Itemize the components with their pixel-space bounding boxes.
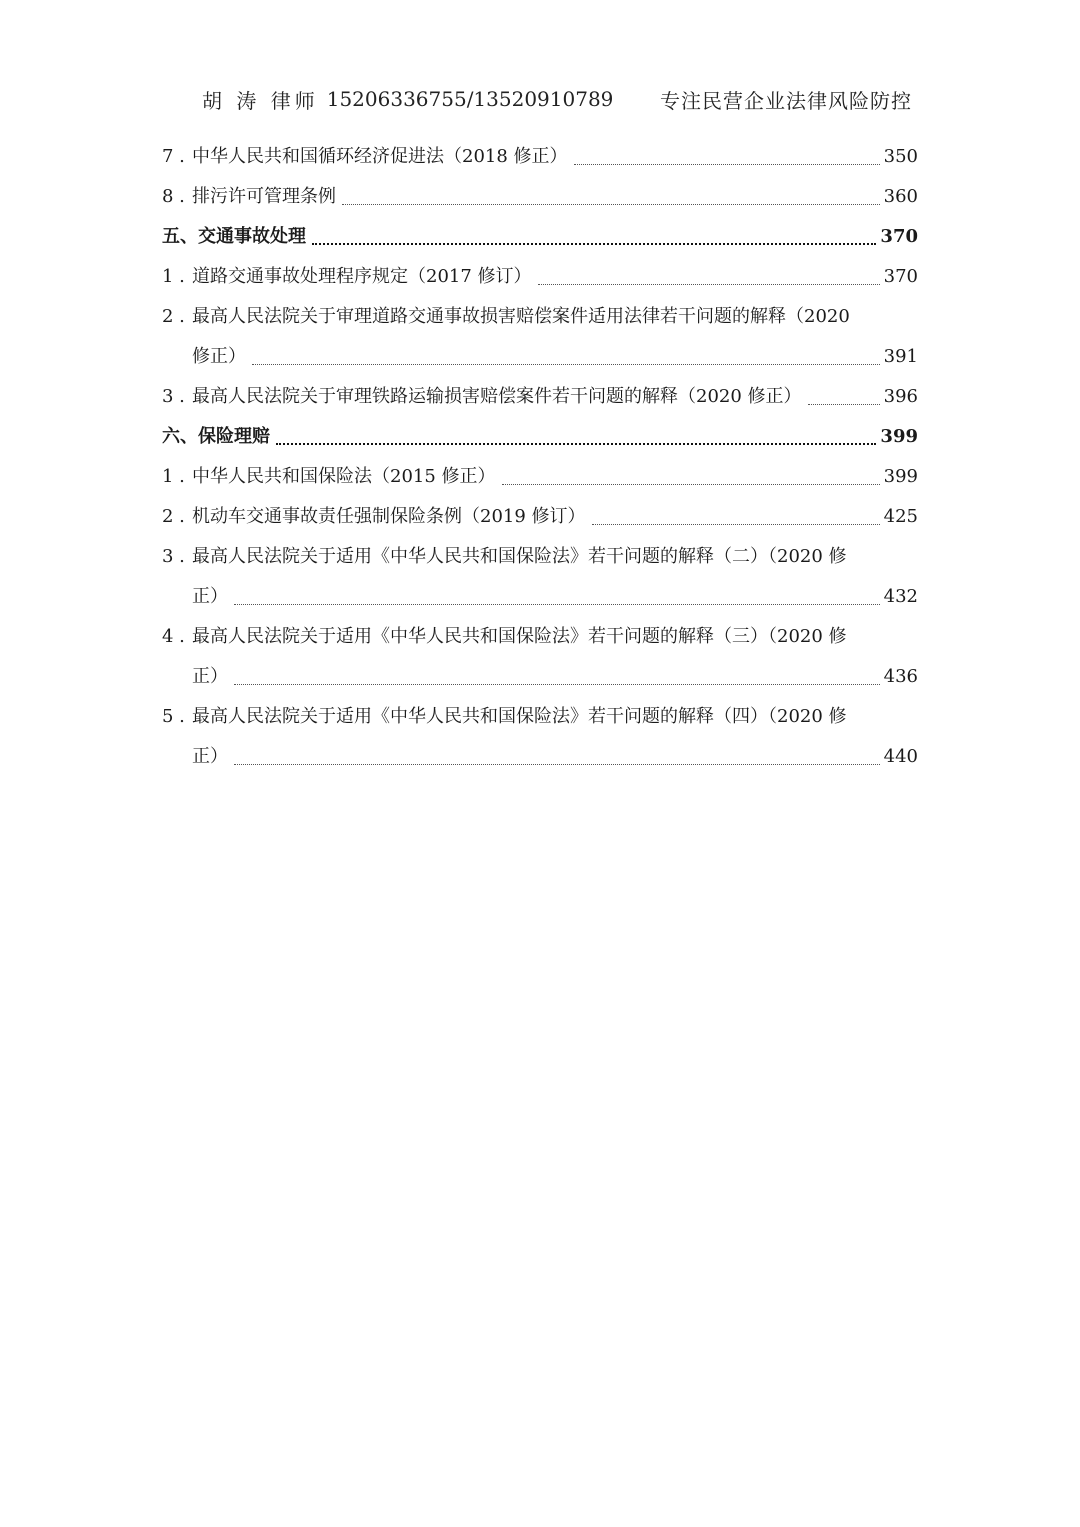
toc-item-number: 3 . [162,386,185,407]
toc-item-title: 中华人民共和国循环经济促进法（2018 修正） [192,146,568,167]
toc-item-title: 排污许可管理条例 [192,186,336,207]
toc-page-number: 436 [883,666,918,687]
toc-line [162,377,918,417]
toc-item-title-cont: 修正） [192,346,246,367]
toc-item-title: 最高人民法院关于适用《中华人民共和国保险法》若干问题的解释（二）（2020 修 [192,546,847,567]
toc-item-number: 5 . [162,706,185,727]
toc-item-number: 2 . [162,306,185,327]
toc-item[interactable] [162,497,918,537]
table-of-contents [162,137,918,777]
header-contact [202,85,613,114]
toc-item-title: 中华人民共和国保险法（2015 修正） [192,466,496,487]
toc-line [162,497,918,537]
dot-leader [234,683,880,685]
toc-item[interactable] [162,137,918,177]
lawyer-name: 胡 涛 律师 [202,88,319,113]
header-slogan: 专注民营企业法律风险防控 [660,88,912,113]
dot-leader [234,763,880,765]
toc-item-number: 7 . [162,146,185,167]
toc-item-title: 最高人民法院关于适用《中华人民共和国保险法》若干问题的解释（四）（2020 修 [192,706,847,727]
dot-leader [234,603,880,605]
toc-page-number: 399 [883,466,918,487]
toc-item-title-cont: 正） [192,666,228,687]
toc-item-title-cont: 正） [192,586,228,607]
toc-item[interactable] [162,457,918,497]
toc-section[interactable] [162,217,918,257]
toc-line [162,337,918,377]
toc-item[interactable] [162,537,918,617]
toc-item-number: 4 . [162,626,185,647]
toc-line [162,137,918,177]
toc-item-title: 最高人民法院关于审理铁路运输损害赔偿案件若干问题的解释（2020 修正） [192,386,802,407]
toc-item[interactable] [162,177,918,217]
toc-line [162,457,918,497]
toc-page-number: 370 [880,226,918,247]
toc-item-number: 1 . [162,466,185,487]
toc-line [162,737,918,777]
toc-line [162,257,918,297]
toc-item-title: 最高人民法院关于适用《中华人民共和国保险法》若干问题的解释（三）（2020 修 [192,626,847,647]
toc-item[interactable] [162,297,918,377]
toc-page-number: 360 [883,186,918,207]
lawyer-phone: 15206336755/13520910789 [326,87,614,111]
toc-line [162,417,918,457]
toc-item-number: 2 . [162,506,185,527]
toc-page-number: 432 [883,586,918,607]
toc-item-number: 3 . [162,546,185,567]
toc-line [162,697,918,737]
dot-leader [574,163,880,165]
toc-item[interactable] [162,617,918,697]
toc-page-number: 399 [880,426,918,447]
toc-page-number: 350 [883,146,918,167]
toc-section-title: 六、保险理赔 [162,426,270,447]
toc-line [162,297,918,337]
toc-line [162,577,918,617]
dot-leader [808,403,880,405]
toc-page-number: 440 [883,746,918,767]
toc-line [162,177,918,217]
toc-page-number: 396 [883,386,918,407]
toc-item-number: 8 . [162,186,185,207]
dot-leader [276,442,876,445]
toc-item-title: 道路交通事故处理程序规定（2017 修订） [192,266,532,287]
page-header [202,82,912,116]
dot-leader [252,363,880,365]
toc-line [162,657,918,697]
toc-line [162,617,918,657]
toc-section-title: 五、交通事故处理 [162,226,306,247]
toc-item-number: 1 . [162,266,185,287]
toc-item-title: 最高人民法院关于审理道路交通事故损害赔偿案件适用法律若干问题的解释（2020 [192,306,850,327]
toc-section[interactable] [162,417,918,457]
toc-page-number: 391 [883,346,918,367]
dot-leader [342,203,880,205]
toc-item[interactable] [162,697,918,777]
dot-leader [312,242,876,245]
toc-item[interactable] [162,257,918,297]
dot-leader [538,283,880,285]
dot-leader [592,523,880,525]
toc-item[interactable] [162,377,918,417]
toc-line [162,217,918,257]
toc-page-number: 425 [883,506,918,527]
dot-leader [502,483,880,485]
toc-item-title-cont: 正） [192,746,228,767]
toc-page-number: 370 [883,266,918,287]
toc-item-title: 机动车交通事故责任强制保险条例（2019 修订） [192,506,586,527]
toc-line [162,537,918,577]
